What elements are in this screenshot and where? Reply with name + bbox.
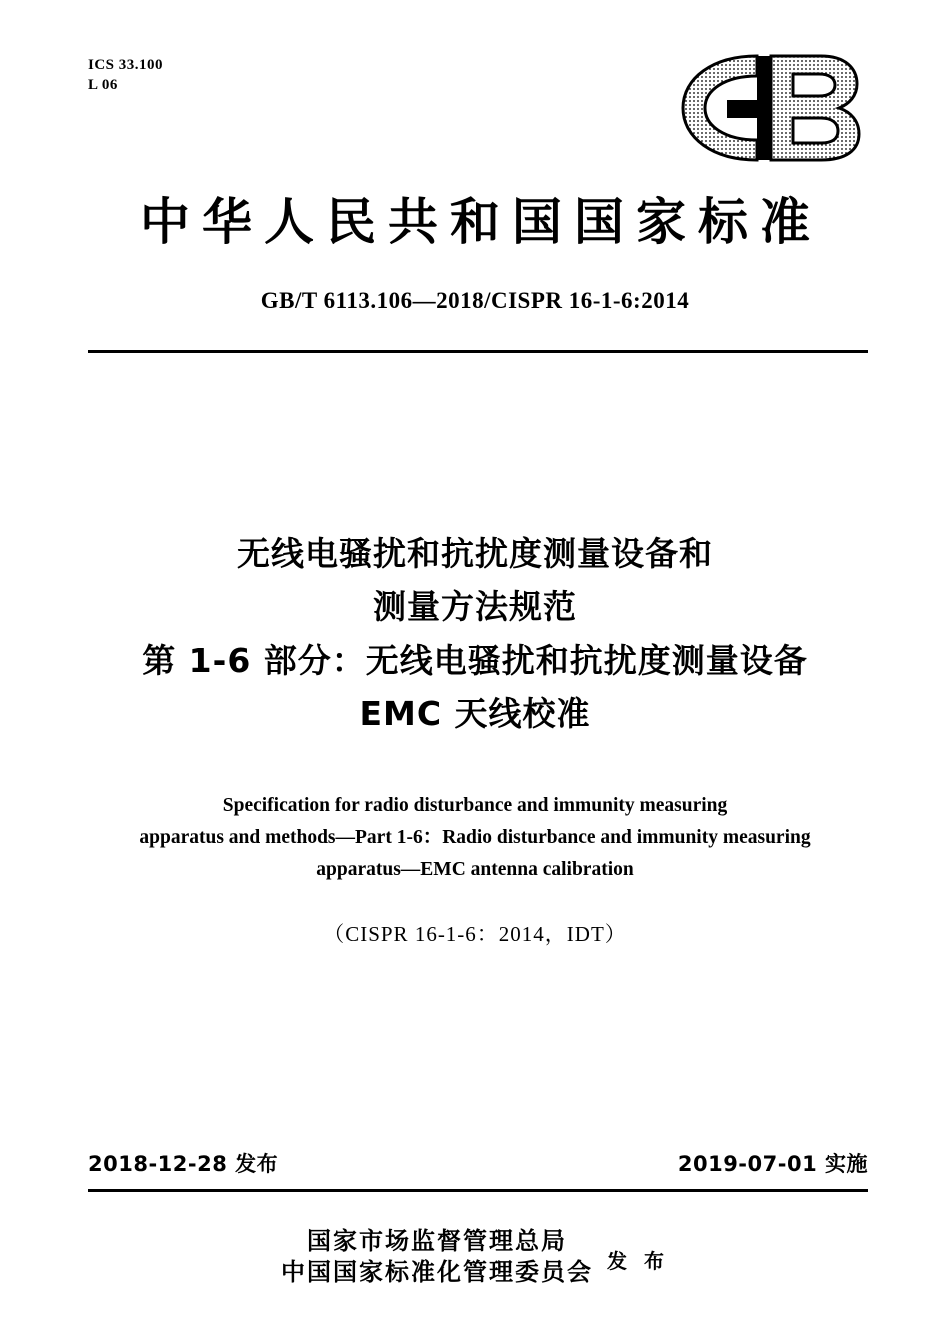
publisher-action: 发 布 <box>607 1248 669 1273</box>
effective-date: 2019-07-01 实施 <box>677 1152 868 1176</box>
english-title-line-1: Specification for radio disturbance and immunity measuring <box>222 795 728 816</box>
chinese-title-line-1: 无线电骚扰和抗扰度测量设备和 <box>237 534 713 573</box>
issue-date: 2018-12-28 发布 <box>88 1152 279 1176</box>
publisher-names <box>281 1225 593 1287</box>
ics-code: ICS 33.100 <box>88 57 164 73</box>
english-title-line-2: apparatus and methods—Part 1-6：Radio disturbance and immunity measuring <box>139 827 811 849</box>
national-standard-heading: 中华人民共和国国家标准 <box>140 192 822 251</box>
publisher-name-2: 中国国家标准化管理委员会 <box>281 1257 594 1287</box>
standard-number: GB/T 6113.106—2018/CISPR 16-1-6:2014 <box>260 288 690 313</box>
english-title <box>95 790 855 887</box>
publisher-name-1: 国家市场监督管理总局 <box>307 1226 568 1255</box>
chinese-title <box>70 527 880 741</box>
ccs-code: L 06 <box>88 77 118 94</box>
gb-emblem-icon <box>653 48 868 168</box>
idt-note: （CISPR 16-1-6：2014，IDT） <box>323 922 627 946</box>
chinese-title-line-2: 测量方法规范 <box>373 587 577 627</box>
ics-classification <box>88 55 163 96</box>
divider-bottom <box>88 1189 868 1192</box>
english-title-line-3: apparatus—EMC antenna calibration <box>316 859 634 881</box>
publisher-block <box>0 1225 950 1287</box>
divider-top <box>88 350 868 353</box>
chinese-title-line-3: 第 1-6 部分：无线电骚扰和抗扰度测量设备 <box>142 640 808 680</box>
chinese-title-line-4: EMC 天线校准 <box>359 694 591 734</box>
